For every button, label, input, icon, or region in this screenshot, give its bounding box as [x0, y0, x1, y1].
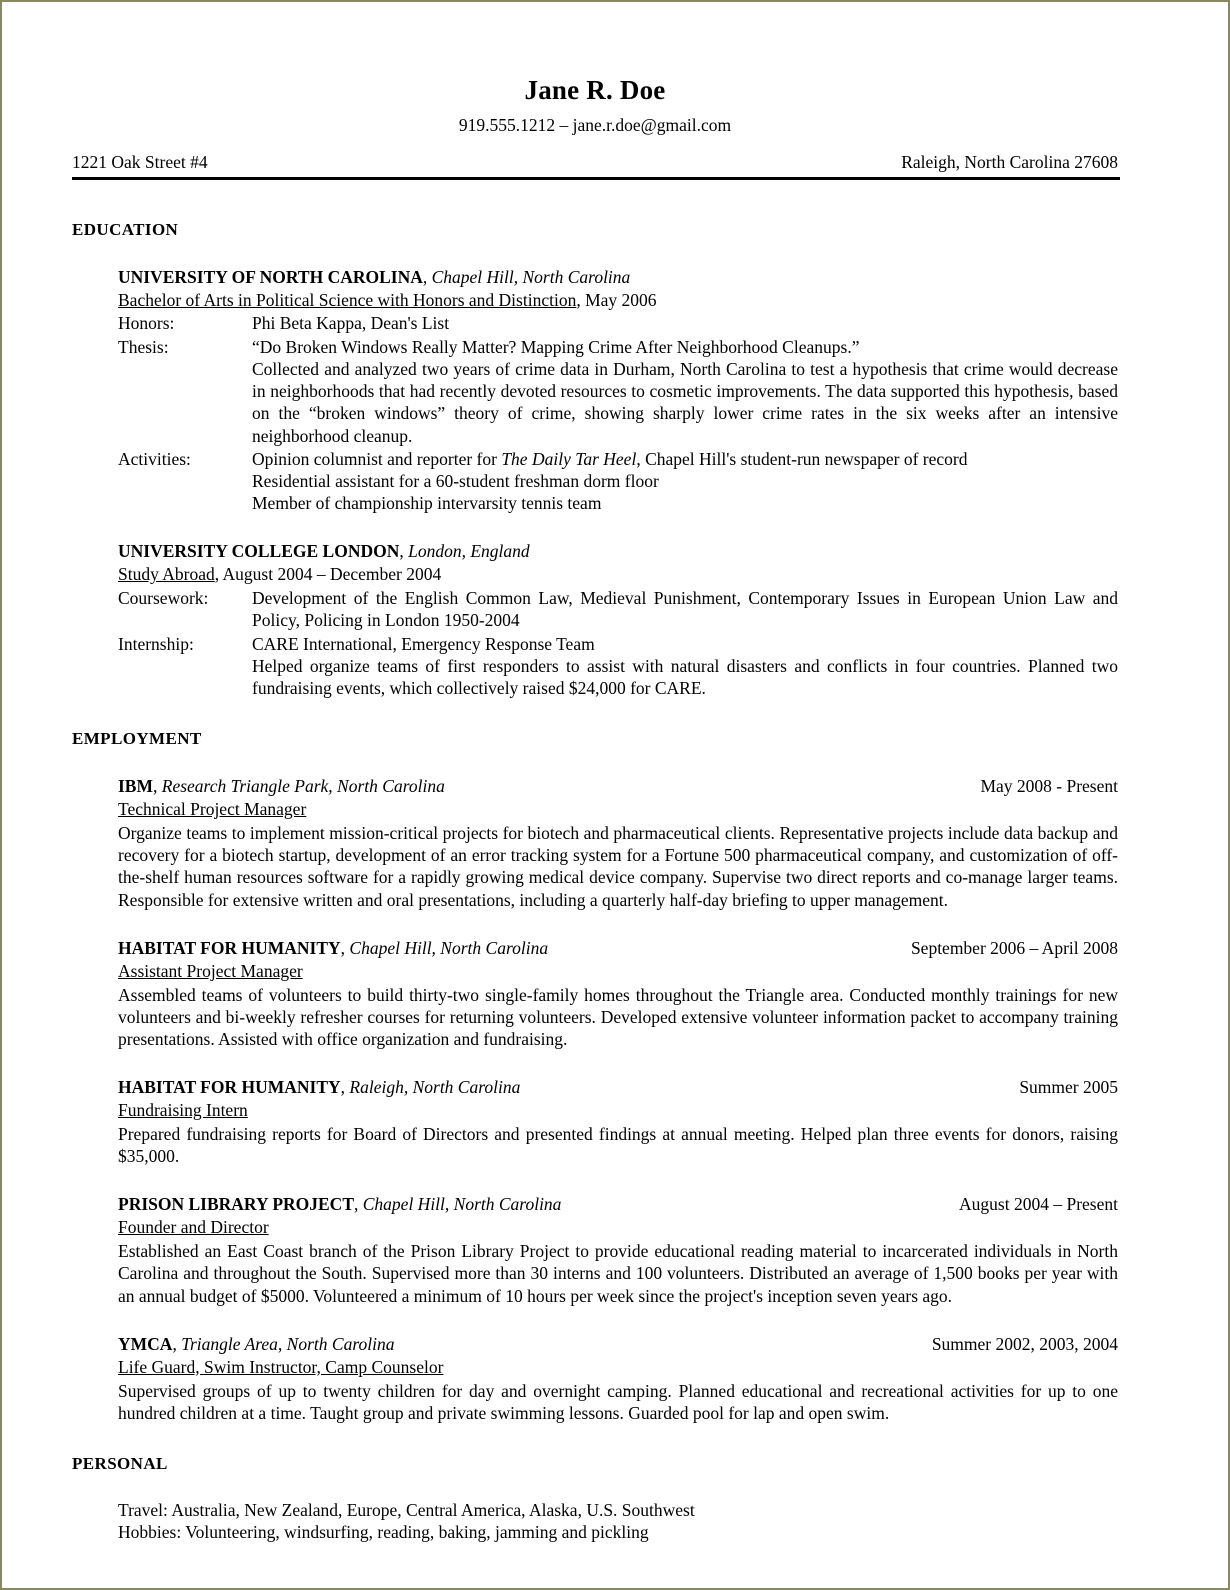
employer-name: HABITAT FOR HUMANITY	[118, 937, 341, 958]
education-detail-label: Activities:	[118, 448, 191, 469]
education-detail-label: Thesis:	[118, 336, 169, 357]
employment-entry	[118, 1334, 1118, 1424]
employment-entry	[118, 776, 1118, 911]
employer-location: Chapel Hill, North Carolina	[349, 937, 549, 958]
education-org-location: Chapel Hill, North Carolina	[431, 266, 631, 287]
job-title: Technical Project Manager	[118, 799, 307, 820]
education-activity-item: Residential assistant for a 60-student freshman dorm floor	[252, 470, 659, 491]
education-detail-value: Phi Beta Kappa, Dean's List	[252, 313, 450, 334]
education-org-location: London, England	[408, 541, 530, 562]
education-org-line	[118, 267, 1118, 289]
education-entry	[118, 541, 1118, 699]
education-org-line	[118, 541, 1118, 563]
education-detail-row	[118, 312, 1118, 334]
employment-org-line	[118, 1077, 1118, 1099]
section-heading-employment: EMPLOYMENT	[72, 729, 202, 749]
header-divider	[72, 177, 1120, 180]
education-detail-label: Honors:	[118, 313, 175, 334]
activity-publication: The Daily Tar Heel	[501, 448, 637, 469]
education-internship-description: Helped organize teams of first responders to assist with natural disasters and conflicts in four countries. Planned two fundraising events, which collectively raised $24,000 for CARE.	[252, 655, 1118, 699]
employer-name: YMCA	[118, 1333, 173, 1354]
education-detail-label: Coursework:	[118, 588, 209, 609]
education-degree-line	[118, 290, 1118, 312]
personal-travel: Travel: Australia, New Zealand, Europe, Central America, Alaska, U.S. Southwest	[118, 1500, 695, 1521]
page-content	[2, 2, 1228, 1544]
education-detail-label: Internship:	[118, 633, 194, 654]
employment-entry	[118, 938, 1118, 1050]
job-title: Life Guard, Swim Instructor, Camp Counselor	[118, 1356, 444, 1377]
education-degree-date: , August 2004 – December 2004	[214, 564, 442, 585]
employer-location: Triangle Area, North Carolina	[181, 1333, 395, 1354]
education-activity-item	[252, 448, 1118, 470]
employment-entry	[118, 1194, 1118, 1306]
job-description: Assembled teams of volunteers to build thirty-two single-family homes throughout the Triangle area. Conducted monthly trainings for new volunteers and bi-weekly refresher courses for returning volunteers. Developed extensive volunteer information packet to accompany training presentations. Assisted with office organization and fundraising.	[118, 984, 1118, 1050]
employer-separator: ,	[172, 1333, 182, 1354]
employment-dates: August 2004 – Present	[959, 1194, 1118, 1215]
section-heading-education: EDUCATION	[72, 219, 179, 239]
job-title-line	[118, 799, 1118, 821]
employer-location: Chapel Hill, North Carolina	[362, 1194, 562, 1215]
activity-text-post: , Chapel Hill's student-run newspaper of record	[636, 448, 968, 469]
education-detail-row	[118, 336, 1118, 447]
employment-org-line	[118, 1194, 1118, 1216]
job-title-line	[118, 1357, 1118, 1379]
education-internship-title: CARE International, Emergency Response Team	[252, 633, 595, 654]
education-detail-row	[118, 587, 1118, 631]
education-org-separator: ,	[422, 266, 432, 287]
personal-hobbies: Hobbies: Volunteering, windsurfing, reading, baking, jamming and pickling	[118, 1522, 649, 1543]
employer-name: PRISON LIBRARY PROJECT	[118, 1194, 354, 1215]
education-activity-item: Member of championship intervarsity tennis team	[252, 493, 602, 514]
employment-dates: Summer 2002, 2003, 2004	[931, 1333, 1118, 1354]
employment-dates: Summer 2005	[1019, 1077, 1118, 1098]
employment-org-line	[118, 776, 1118, 798]
employment-list	[118, 776, 1118, 1424]
job-title-line	[118, 961, 1118, 983]
activity-text-pre: Opinion columnist and reporter for	[252, 448, 502, 469]
job-title: Assistant Project Manager	[118, 960, 303, 981]
job-title-line	[118, 1100, 1118, 1122]
job-description: Established an East Coast branch of the Prison Library Project to provide educational reading material to incarcerated individuals in North Carolina and throughout the South. Supervised more than 30 interns and 100 volunteers. Distributed an average of 1,500 books per year with an annual budget of $5000. Volunteered a minimum of 10 hours per week since the project's inception seven years ago.	[118, 1241, 1118, 1306]
education-degree: Study Abroad	[118, 564, 215, 585]
personal-list	[118, 1499, 1118, 1543]
employment-entry	[118, 1077, 1118, 1167]
job-description: Prepared fundraising reports for Board of Directors and presented findings at annual meeting. Helped plan three events for donors, raising $35,000.	[118, 1124, 1118, 1167]
job-description: Supervised groups of up to twenty children for day and overnight camping. Planned educational and recreational activities for up to one hundred children at a time. Taught group and private swimming lessons. Guarded pool for lap and open swim.	[118, 1380, 1118, 1423]
section-heading-personal: PERSONAL	[72, 1454, 168, 1474]
employment-dates: September 2006 – April 2008	[910, 937, 1118, 958]
employer-separator: ,	[354, 1194, 363, 1215]
education-thesis-title: “Do Broken Windows Really Matter? Mapping Crime After Neighborhood Cleanups.”	[252, 336, 860, 357]
education-degree-line	[118, 564, 1118, 586]
employer-separator: ,	[340, 1077, 350, 1098]
job-title-line	[118, 1217, 1118, 1239]
education-degree: Bachelor of Arts in Political Science with Honors and Distinction	[118, 289, 577, 310]
education-degree-date: , May 2006	[576, 289, 657, 310]
education-thesis-description: Collected and analyzed two years of crime data in Durham, North Carolina to test a hypothesis that crime would decrease in neighborhoods that had recently devoted resources to cosmetic improvements. The data supported this hypothesis, based on the “broken windows” theory of crime, showing sharply lower crime rates in the six weeks after an intensive neighborhood cleanup.	[252, 358, 1118, 446]
education-detail-row	[118, 633, 1118, 700]
education-detail-value: Development of the English Common Law, Medieval Punishment, Contemporary Issues in European Union Law and Policy, Policing in London 1950-2004	[252, 588, 1118, 631]
employment-dates: May 2008 - Present	[980, 776, 1118, 797]
education-detail-row	[118, 448, 1118, 515]
employment-org-line	[118, 938, 1118, 960]
education-org-name: UNIVERSITY OF NORTH CAROLINA	[118, 266, 423, 287]
employer-separator: ,	[153, 776, 162, 797]
address-left: 1221 Oak Street #4	[72, 151, 208, 172]
job-description: Organize teams to implement mission-critical projects for biotech and pharmaceutical clients. Representative projects include data backup and recovery for a biotech startup, development of an error tracking system for a Fortune 500 pharmaceutical company, and customization of off-the-shelf human resources software for a rapidly growing medical device company. Supervise two direct reports and co-manage larger teams. Responsible for extensive written and oral presentations, including a quarterly half-day briefing to upper management.	[118, 823, 1118, 910]
contact-line: 919.555.1212 – jane.r.doe@gmail.com	[458, 114, 732, 135]
employer-location: Research Triangle Park, North Carolina	[161, 776, 445, 797]
education-list	[118, 267, 1118, 700]
employer-separator: ,	[340, 937, 350, 958]
employer-name: HABITAT FOR HUMANITY	[118, 1077, 341, 1098]
job-title: Fundraising Intern	[118, 1100, 248, 1121]
job-title: Founder and Director	[118, 1217, 269, 1238]
address-right: Raleigh, North Carolina 27608	[901, 151, 1118, 172]
education-org-separator: ,	[399, 541, 409, 562]
employer-name: IBM	[118, 776, 153, 797]
employment-org-line	[118, 1334, 1118, 1356]
employer-location: Raleigh, North Carolina	[349, 1077, 521, 1098]
education-entry	[118, 267, 1118, 515]
education-org-name: UNIVERSITY COLLEGE LONDON	[118, 541, 400, 562]
address-row	[72, 152, 1118, 177]
applicant-name: Jane R. Doe	[524, 75, 666, 105]
